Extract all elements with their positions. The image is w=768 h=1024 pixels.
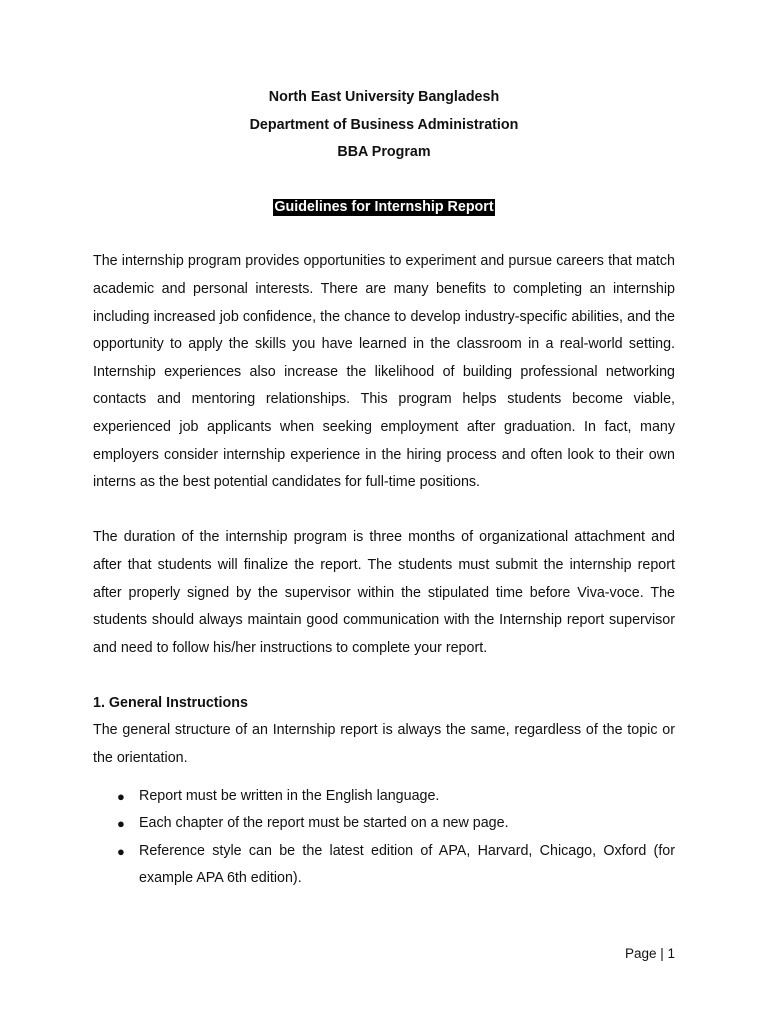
page-number: Page | 1 bbox=[624, 946, 675, 961]
instructions-list bbox=[93, 783, 675, 893]
section-heading-general-instructions: 1. General Instructions bbox=[93, 694, 248, 711]
intro-paragraph: The internship program provides opportunities to experiment and pursue careers that match academic and personal interests. There are many benefits to completing an internship including increased job confidence, the chance to develop industry-specific abilities, and the opportunity to apply the skills you have learned in the classroom in a real-world setting. Internship experiences also increase the likelihood of building professional networking contacts and mentoring relationships. This program helps students become viable, experienced job applicants when seeking employment after graduation. In fact, many employers consider internship experience in the hiring process and often look to their own interns as the best potential candidates for full-time positions. bbox=[93, 253, 675, 491]
list-item bbox=[93, 838, 675, 893]
duration-paragraph: The duration of the internship program is three months of organizational attachment and after that students will finalize the report. The students must submit the internship report after properly signed by the supervisor within the stipulated time before Viva-voce. The students should always maintain good communication with the Internship report supervisor and need to follow his/her instructions to complete your report. bbox=[93, 529, 675, 656]
list-item-text: Reference style can be the latest edition of APA, Harvard, Chicago, Oxford (for example APA 6th edition). bbox=[139, 842, 675, 887]
list-item-text: Each chapter of the report must be started on a new page. bbox=[139, 815, 509, 832]
list-item bbox=[93, 783, 675, 811]
document-page bbox=[93, 84, 675, 893]
list-item-text: Report must be written in the English language. bbox=[139, 787, 440, 804]
list-item bbox=[93, 810, 675, 838]
title-container bbox=[93, 194, 675, 222]
program-name: BBA Program bbox=[337, 144, 431, 161]
department-name: Department of Business Administration bbox=[249, 116, 519, 133]
university-name: North East University Bangladesh bbox=[268, 89, 500, 105]
section-intro-paragraph: The general structure of an Internship report is always the same, regardless of the topic or the orientation. bbox=[93, 722, 675, 767]
bullet-icon: ● bbox=[117, 843, 125, 859]
bullet-icon: ● bbox=[117, 788, 125, 804]
document-title: Guidelines for Internship Report bbox=[274, 198, 494, 215]
bullet-icon: ● bbox=[117, 816, 125, 832]
